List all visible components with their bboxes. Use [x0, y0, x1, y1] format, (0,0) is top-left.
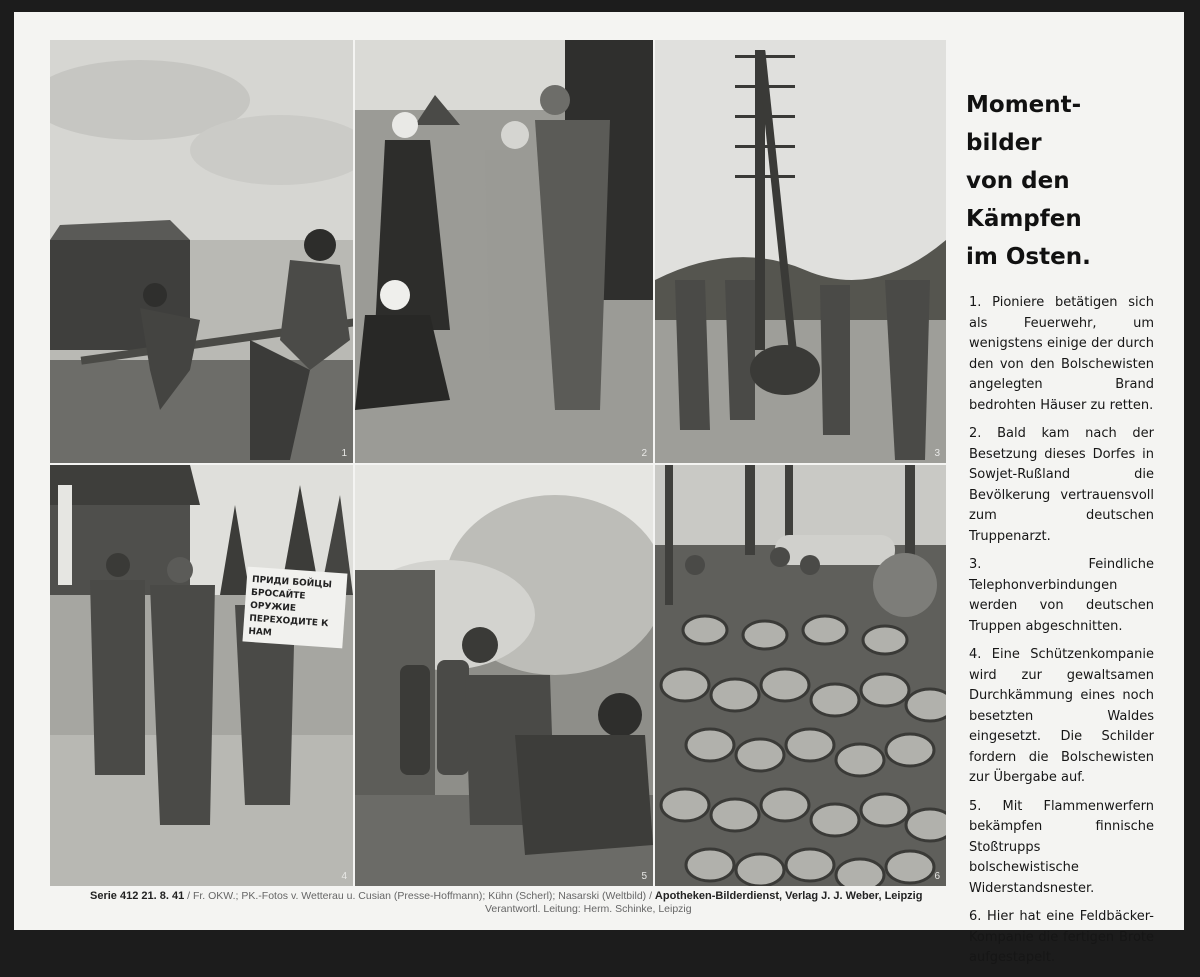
title-line: im Osten.	[966, 244, 1091, 270]
title-line: bilder	[966, 130, 1042, 156]
photo-5-flamethrower	[355, 465, 653, 886]
responsible-editor: Verantwortl. Leitung: Herm. Schinke, Leipzig	[485, 903, 692, 915]
photo-number: 2	[641, 448, 647, 459]
title-line: Kämpfen	[966, 206, 1082, 232]
caption-3: 3. Feindliche Telephonverbindungen werden von deutschen Truppen abgeschnitten.	[969, 557, 1154, 634]
postcard-sheet	[14, 12, 1184, 965]
caption-4: 4. Eine Schützenkompanie wird zur gewaltsamen Durchkämmung eines noch besetzten Waldes eingesetzt. Die Schilder fordern die Bolschewisten zur Übergabe auf.	[969, 647, 1154, 785]
photo-2-doctor	[355, 40, 653, 463]
surrender-sign-text: ПРИДИ БОЙЦЫ БРОСАЙТЕ ОРУЖИЕ ПЕРЕХОДИТЕ К НАМ	[247, 574, 333, 639]
page-title	[966, 86, 1166, 276]
caption-6: 6. Hier hat eine Feldbäcker-Kompanie die fertigen Brote aufgestapelt.	[969, 909, 1154, 965]
photo-number: 5	[641, 871, 647, 882]
series-label: Serie 412 21. 8. 41	[90, 890, 185, 902]
title-line: Moment-	[966, 92, 1082, 118]
title-line: von den	[966, 168, 1070, 194]
photo-number: 4	[341, 871, 347, 882]
photo-number: 1	[341, 448, 347, 459]
photo-4-surrender-sign	[50, 465, 353, 886]
footer: Serie 412 21. 8. 41 / Fr. OKW.; PK.-Fotos v. Wetterau u. Cusian (Presse-Hoffmann); Kühn (Scherl); Nasarski (Weltbild) / Apotheken-Bilderdienst, Verlag J. J. Weber, Leipzig Verantwortl. Leitung: Herm. Schinke, Leipzig	[90, 890, 923, 915]
photo-number: 3	[934, 448, 940, 459]
photo-number: 6	[934, 871, 940, 882]
photo-credits: Fr. OKW.; PK.-Fotos v. Wetterau u. Cusian (Presse-Hoffmann); Kühn (Scherl); Nasarski (Weltbild)	[192, 890, 647, 902]
publisher: Apotheken-Bilderdienst, Verlag J. J. Weber, Leipzig	[654, 890, 923, 902]
caption-list	[969, 293, 1154, 977]
caption-5: 5. Mit Flammenwerfern bekämpfen finnische Stoßtrupps bolschewistische Widerstandsnester.	[969, 798, 1154, 896]
photo-3-telephone-lines	[655, 40, 946, 463]
photo-6-bread-stacks	[655, 465, 946, 886]
photo-1-fire-fighting	[50, 40, 353, 463]
caption-1: 1. Pioniere betätigen sich als Feuerwehr, um wenigstens einige der durch den von den Bolschewisten angelegten Brand bedrohten Häuser zu retten.	[969, 295, 1154, 413]
caption-2: 2. Bald kam nach der Besetzung dieses Dorfes in Sowjet-Rußland die Bevölkerung vertrauensvoll zum deutschen Truppenarzt.	[969, 426, 1154, 544]
